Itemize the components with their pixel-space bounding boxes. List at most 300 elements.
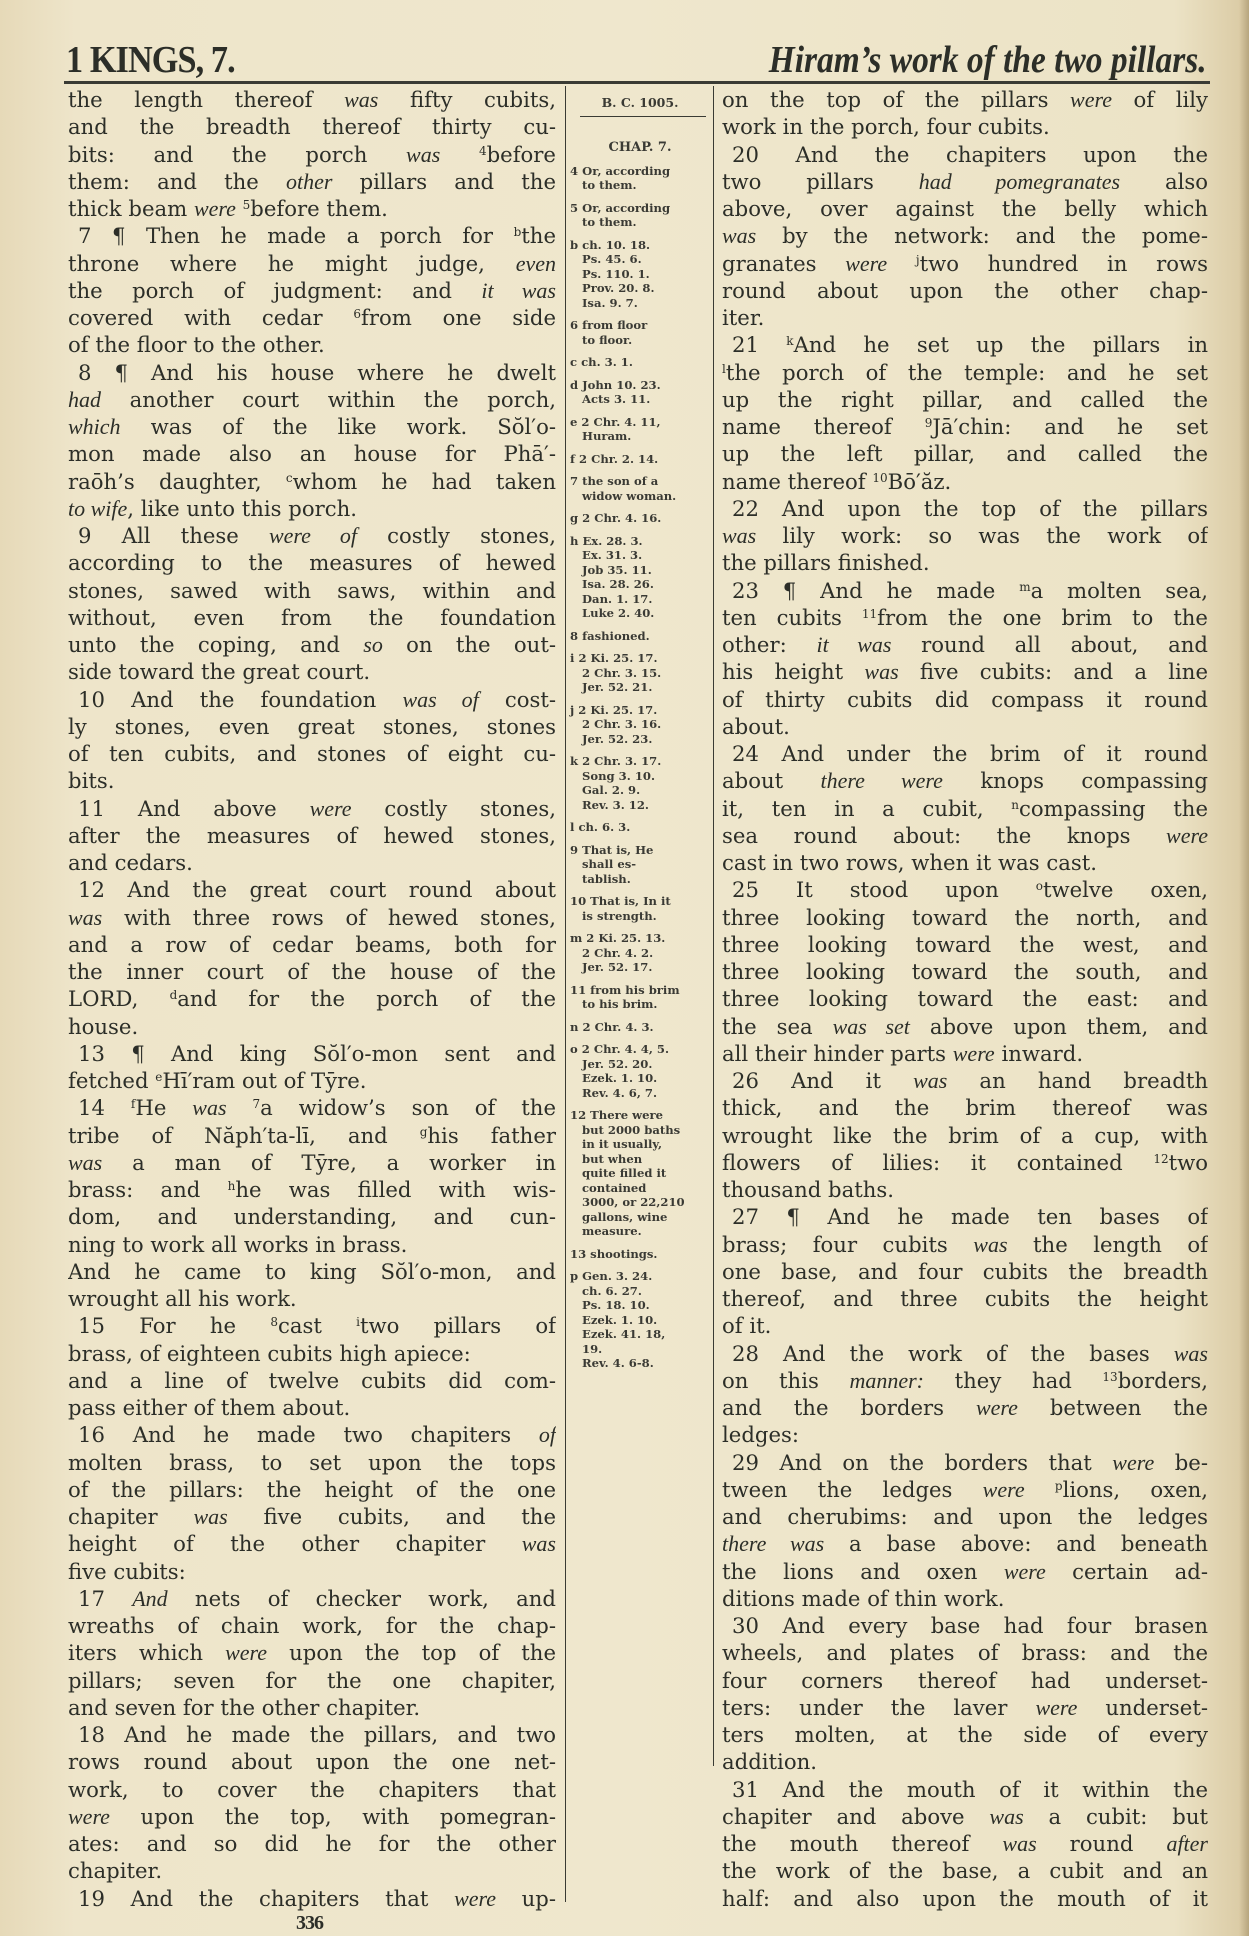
- margin-note-line: Jer. 52. 21.: [582, 680, 653, 694]
- italic-supplied-word: was: [68, 904, 103, 930]
- margin-note-line: Ezek. 41. 18,: [582, 1327, 666, 1341]
- text-line: his height was five cubits: and a line: [722, 659, 1208, 685]
- margin-note-line: Jer. 52. 23.: [582, 731, 653, 746]
- italic-supplied-word: there were: [820, 768, 943, 794]
- text-line: rows round about upon the one net-: [68, 1749, 556, 1775]
- margin-note-line: 19.: [582, 1341, 603, 1356]
- margin-note-line: Rev. 4. 6, 7.: [582, 1085, 658, 1100]
- italic-supplied-word: were: [193, 196, 236, 221]
- text-line: it, ten in a cubit, $^n$compassing the: [722, 795, 1208, 821]
- text-line: was with three rows of hewed stones,: [68, 904, 556, 930]
- margin-note: [570, 415, 710, 444]
- text-line: round about upon the other chap-: [722, 277, 1208, 303]
- text-line: about there were knops compassing: [722, 768, 1208, 794]
- text-line: was a man of Tȳre, a worker in: [68, 1149, 556, 1175]
- margin-note-line: 2 Chr. 4. 2.: [582, 945, 654, 960]
- text-line: iters which were upon the top of the: [68, 1640, 556, 1666]
- reference-marker: p: [1054, 1478, 1063, 1493]
- text-line: 11 And above were costly stones,: [78, 795, 556, 821]
- margin-note-line: Rev. 4. 6-8.: [582, 1356, 654, 1370]
- margin-note-line: in it usually,: [582, 1137, 663, 1151]
- italic-supplied-word: were: [1003, 1558, 1046, 1584]
- margin-note-line: but 2000 baths: [582, 1122, 681, 1137]
- margin-note-line: 9 That is, He: [570, 842, 654, 857]
- text-line: dom, and understanding, and cun-: [68, 1204, 556, 1230]
- column-divider-left: [565, 86, 566, 1902]
- margin-note-line: Ps. 18. 10.: [582, 1298, 650, 1312]
- margin-note-line: d John 10. 23.: [570, 377, 661, 392]
- text-line: LORD, $^d$and for the porch of the: [68, 986, 556, 1012]
- text-line: other: it was round all about, and: [722, 632, 1208, 657]
- margin-note: [570, 931, 710, 975]
- margin-note-line: 12 There were: [570, 1108, 663, 1122]
- reference-marker: o: [1035, 879, 1043, 894]
- italic-supplied-word: to wife: [68, 495, 128, 521]
- text-line: had another court within the porch,: [68, 386, 556, 412]
- italic-supplied-word: was: [973, 1231, 1008, 1257]
- italic-supplied-word: was: [1002, 1831, 1037, 1856]
- text-line: molten brass, to set upon the tops: [68, 1449, 556, 1475]
- text-line: the pillars finished.: [722, 550, 930, 576]
- reference-marker: 10: [872, 470, 888, 485]
- margin-note-line: 13 shootings.: [570, 1246, 658, 1261]
- text-line: house.: [68, 1013, 139, 1039]
- margin-note-line: 2 Chr. 3. 16.: [582, 717, 662, 731]
- text-line: name thereof $^{10}$Bō′ăz.: [722, 468, 952, 494]
- margin-note: [570, 703, 710, 747]
- text-line: the inner court of the house of the: [68, 959, 556, 984]
- text-line: the porch of judgment: and it was: [68, 277, 556, 303]
- italic-supplied-word: were: [982, 1476, 1025, 1502]
- text-line: wheels, and plates of brass: and the: [722, 1640, 1208, 1666]
- margin-note-line: gallons, wine: [582, 1209, 668, 1224]
- margin-note-line: c ch. 3. 1.: [570, 355, 633, 369]
- text-line: the mouth thereof was round after: [722, 1831, 1208, 1856]
- margin-note-line: 2 Chr. 3. 15.: [582, 665, 662, 680]
- italic-supplied-word: was: [864, 659, 899, 685]
- margin-note-line: Ex. 31. 3.: [582, 548, 643, 562]
- text-line: 13 ¶ And king Sŏl′o-mon sent and: [78, 1040, 556, 1066]
- text-line: bits.: [68, 768, 115, 794]
- text-line: 15 For he $^8$cast $^i$two pillars of: [78, 1313, 556, 1339]
- reference-marker: l: [722, 361, 726, 376]
- text-line: addition.: [722, 1749, 817, 1775]
- reference-marker: 12: [1153, 1151, 1169, 1166]
- italic-supplied-word: was: [722, 523, 757, 548]
- text-line: on the top of the pillars were of lily: [722, 87, 1208, 112]
- text-line: chapiter and above was a cubit: but: [722, 1803, 1208, 1829]
- text-line: 18 And he made the pillars, and two: [78, 1722, 556, 1747]
- margin-note-line: Acts 3. 11.: [582, 392, 651, 406]
- italic-supplied-word: were: [1166, 822, 1208, 848]
- text-line: work, to cover the chapiters that: [68, 1776, 556, 1802]
- italic-supplied-word: were: [952, 1040, 995, 1066]
- text-line: bits: and the porch was $^4$before: [68, 141, 556, 167]
- margin-note-line: e 2 Chr. 4. 11,: [570, 414, 661, 429]
- text-line: was lily work: so was the work of: [722, 523, 1208, 548]
- italic-supplied-word: had: [68, 386, 101, 412]
- margin-note: [570, 894, 710, 923]
- margin-note: [570, 1020, 710, 1035]
- margin-note-line: Job 35. 11.: [582, 562, 652, 577]
- text-line: 14 $^f$He was $^7$a widow’s son of the: [78, 1095, 556, 1121]
- text-line: of it.: [722, 1313, 772, 1339]
- italic-supplied-word: were: [68, 1803, 110, 1829]
- text-line: tribe of Năph′ta-lī, and $^g$his father: [68, 1122, 556, 1148]
- italic-supplied-word: had pomegranates: [918, 168, 1121, 194]
- text-line: and the borders were between the: [722, 1395, 1208, 1420]
- text-line: wrought like the brim of a cup, with: [722, 1122, 1208, 1148]
- italic-supplied-word: was: [722, 223, 757, 249]
- reference-marker: 8: [270, 1315, 278, 1330]
- margin-note-line: tablish.: [582, 871, 631, 886]
- italic-supplied-word: was of: [402, 686, 479, 712]
- running-head-title: Hiram’s work of the two pillars.: [769, 39, 1207, 81]
- text-line: iter.: [722, 305, 765, 330]
- text-line: and cherubims: and upon the ledges: [722, 1504, 1208, 1529]
- text-line: ters molten, at the side of every: [722, 1722, 1208, 1747]
- margin-note-line: to them.: [582, 215, 637, 229]
- text-line: thousand baths.: [722, 1177, 894, 1202]
- text-line: three looking toward the west, and: [722, 931, 1208, 957]
- text-line: $^l$the porch of the temple: and he set: [722, 359, 1208, 385]
- margin-note-line: 8 fashioned.: [570, 628, 650, 643]
- margin-note-line: b ch. 10. 18.: [570, 237, 651, 252]
- text-line: cast in two rows, when it was cast.: [722, 850, 1098, 875]
- text-line: of thirty cubits did compass it round: [722, 686, 1208, 712]
- text-line: tween the ledges were $^p$lions, oxen,: [722, 1476, 1208, 1502]
- text-line: ditions made of thin work.: [722, 1585, 1005, 1611]
- text-line: 19 And the chapiters that were up-: [78, 1885, 556, 1911]
- text-line: 24 And under the brim of it round: [732, 741, 1208, 766]
- margin-note-line: Gal. 2. 9.: [582, 783, 641, 797]
- reference-marker: 11: [861, 606, 878, 621]
- italic-supplied-word: was: [193, 1504, 228, 1529]
- margin-note-line: but when: [582, 1151, 643, 1166]
- italic-supplied-word: which: [68, 414, 121, 439]
- text-line: 23 ¶ And he made $^m$a molten sea,: [732, 577, 1208, 603]
- margin-note-line: p Gen. 3. 24.: [570, 1269, 653, 1283]
- reference-marker: d: [169, 988, 178, 1003]
- text-line: chapiter was five cubits, and the: [68, 1504, 556, 1529]
- italic-supplied-word: other: [285, 168, 333, 194]
- text-line: and a line of twelve cubits did com-: [68, 1367, 556, 1393]
- margin-note-line: h Ex. 28. 3.: [570, 533, 643, 548]
- text-line: brass: and $^h$he was filled with wis-: [68, 1177, 556, 1202]
- margin-note: [570, 238, 710, 311]
- margin-note: [570, 164, 710, 193]
- text-line: 7 ¶ Then he made a porch for $^b$the: [78, 223, 556, 249]
- margin-note-line: Rev. 3. 12.: [582, 797, 649, 812]
- italic-supplied-word: were: [1112, 1449, 1155, 1475]
- column-divider-right: [713, 86, 714, 1766]
- text-line: 28 And the work of the bases was: [732, 1340, 1208, 1366]
- italic-supplied-word: were: [225, 1640, 268, 1666]
- text-line: 29 And on the borders that were be-: [732, 1449, 1208, 1475]
- margin-note-line: is strength.: [582, 908, 657, 923]
- text-line: height of the other chapiter was: [68, 1531, 556, 1557]
- margin-note-line: f 2 Chr. 2. 14.: [570, 451, 659, 466]
- reference-marker: 4: [478, 143, 487, 158]
- italic-supplied-word: were: [845, 250, 888, 276]
- margin-note-line: o 2 Chr. 4. 4, 5.: [570, 1042, 670, 1056]
- date-note: B. C. 1005.: [601, 95, 679, 110]
- text-line: and cedars.: [68, 850, 193, 875]
- italic-supplied-word: of: [538, 1422, 556, 1448]
- margin-note-line: 5 Or, according: [570, 200, 671, 215]
- italic-supplied-word: even: [515, 250, 556, 276]
- italic-supplied-word: after: [1166, 1831, 1208, 1856]
- text-line: flowers of lilies: it contained $^{12}$two: [722, 1149, 1208, 1175]
- text-line: of the pillars: the height of the one: [68, 1476, 556, 1502]
- text-line: unto the coping, and so on the out-: [68, 632, 556, 657]
- italic-supplied-word: manner:: [849, 1367, 925, 1393]
- text-line: wrought all his work.: [68, 1286, 297, 1311]
- text-line: up the left pillar, and called the: [722, 441, 1208, 467]
- margin-note-line: Dan. 1. 17.: [582, 591, 653, 606]
- reference-notes: [570, 164, 710, 1371]
- text-line: was by the network: and the pome-: [722, 223, 1208, 249]
- reference-marker: 6: [353, 307, 362, 321]
- text-line: thick, and the brim thereof was: [722, 1095, 1208, 1121]
- text-line: 9 All these were of costly stones,: [78, 523, 556, 548]
- text-line: thick beam were $^5$before them.: [68, 196, 388, 221]
- text-line: four corners thereof had underset-: [722, 1667, 1208, 1693]
- margin-note-line: Luke 2. 40.: [582, 606, 655, 620]
- text-line: ly stones, even great stones, stones: [68, 713, 556, 739]
- italic-supplied-word: were of: [268, 523, 357, 548]
- text-line: of ten cubits, and stones of eight cu-: [68, 741, 556, 766]
- text-line: thereof, and three cubits the height: [722, 1286, 1208, 1311]
- italic-supplied-word: were: [454, 1885, 497, 1911]
- margin-note: [570, 651, 710, 695]
- text-line: name thereof $^9$Jā′chin: and he set: [722, 414, 1208, 439]
- running-head-book-chapter: 1 KINGS, 7.: [66, 39, 235, 81]
- text-line: stones, sawed with saws, within and: [68, 577, 556, 603]
- text-line: 31 And the mouth of it within the: [732, 1776, 1208, 1802]
- text-line: ledges:: [722, 1422, 799, 1448]
- text-line: 8 ¶ And his house where he dwelt: [78, 359, 556, 385]
- text-line: 10 And the foundation was of cost-: [78, 686, 556, 712]
- text-line: raōh’s daughter, $^c$whom he had taken: [68, 468, 556, 494]
- italic-supplied-word: was: [521, 1531, 556, 1557]
- italic-supplied-word: there was: [722, 1531, 825, 1557]
- text-line: five cubits:: [68, 1558, 186, 1584]
- margin-note: [570, 355, 710, 370]
- margin-note: [570, 474, 710, 503]
- header-rule: [64, 81, 1210, 84]
- text-line: three looking toward the east: and: [722, 986, 1208, 1012]
- text-line: 21 $^k$And he set up the pillars in: [732, 332, 1208, 358]
- margin-note: [570, 1042, 710, 1100]
- margin-note-line: Ezek. 1. 10.: [582, 1071, 658, 1085]
- margin-note: [570, 378, 710, 407]
- left-text-column: [68, 86, 556, 1912]
- italic-supplied-word: was: [1173, 1340, 1208, 1366]
- page-number: 336: [296, 1912, 323, 1934]
- italic-supplied-word: was: [406, 141, 441, 167]
- italic-supplied-word: it was: [481, 277, 556, 303]
- margin-note-line: contained: [582, 1180, 647, 1195]
- text-line: without, even from the foundation: [68, 604, 556, 630]
- reference-marker: b: [513, 225, 522, 240]
- margin-note-line: to them.: [582, 178, 637, 192]
- reference-marker: 9: [924, 416, 933, 430]
- margin-note: [570, 1269, 710, 1371]
- margin-note: [570, 629, 710, 644]
- text-line: ten cubits $^{11}$from the one brim to the: [722, 604, 1208, 630]
- text-line: three looking toward the south, and: [722, 959, 1208, 984]
- italic-supplied-word: was set: [832, 1013, 910, 1039]
- reference-marker: 13: [1102, 1369, 1118, 1384]
- text-line: above, over against the belly which: [722, 196, 1208, 221]
- text-line: 26 And it was an hand breadth: [732, 1068, 1208, 1093]
- margin-note-line: to floor.: [582, 332, 633, 347]
- margin-note-line: Ps. 110. 1.: [582, 266, 650, 281]
- text-line: pass either of them about.: [68, 1395, 351, 1420]
- margin-note-line: n 2 Chr. 4. 3.: [570, 1019, 654, 1034]
- text-line: which was of the like work. Sŏl′o-: [68, 414, 556, 439]
- reference-marker: i: [356, 1315, 360, 1330]
- text-line: the work of the base, a cubit and an: [722, 1858, 1208, 1884]
- text-line: 12 And the great court round about: [78, 877, 556, 903]
- text-line: chapiter.: [68, 1858, 163, 1884]
- italic-supplied-word: were: [975, 1395, 1018, 1420]
- margin-note-line: measure.: [582, 1224, 642, 1238]
- text-line: the lions and oxen were certain ad-: [722, 1558, 1208, 1584]
- margin-note-line: shall es-: [582, 857, 637, 871]
- text-line: side toward the great court.: [68, 659, 371, 685]
- margin-note-line: j 2 Ki. 25. 17.: [570, 702, 658, 717]
- margin-note-line: Jer. 52. 17.: [582, 960, 653, 974]
- margin-note-line: to his brim.: [582, 997, 658, 1011]
- reference-marker: m: [1019, 579, 1031, 594]
- text-line: covered with cedar $^6$from one side: [68, 305, 556, 330]
- text-line: ates: and so did he for the other: [68, 1831, 556, 1856]
- margin-note-line: 7 the son of a: [570, 474, 659, 488]
- text-line: And he came to king Sŏl′o-mon, and: [68, 1258, 556, 1284]
- italic-supplied-word: was: [989, 1803, 1024, 1829]
- text-line: and seven for the other chapiter.: [68, 1694, 421, 1720]
- text-line: 27 ¶ And he made ten bases of: [732, 1204, 1208, 1230]
- margin-note-line: Jer. 52. 20.: [582, 1056, 653, 1071]
- margin-note-line: i 2 Ki. 25. 17.: [570, 651, 658, 665]
- margin-note-line: Song 3. 10.: [582, 768, 655, 783]
- reference-marker: k: [786, 334, 794, 349]
- margin-note: [570, 511, 710, 526]
- text-line: 30 And every base had four brasen: [732, 1613, 1208, 1638]
- text-line: on this manner: they had $^{13}$borders,: [722, 1367, 1208, 1393]
- text-line: 16 And he made two chapiters of: [78, 1422, 556, 1448]
- margin-note-line: quite filled it: [582, 1166, 667, 1180]
- margin-note-line: Ezek. 1. 10.: [582, 1312, 658, 1327]
- text-line: to wife, like unto this porch.: [68, 495, 357, 521]
- text-line: brass; four cubits was the length of: [722, 1231, 1208, 1257]
- margin-note-line: Isa. 9. 7.: [582, 295, 638, 310]
- text-line: granates were $^j$two hundred in rows: [722, 250, 1208, 276]
- margin-note: [570, 1108, 710, 1239]
- margin-note: [570, 1247, 710, 1262]
- text-line: the sea was set above upon them, and: [722, 1013, 1208, 1039]
- text-line: 22 And upon the top of the pillars: [732, 495, 1208, 521]
- page-edge-shadow: [1239, 0, 1249, 1936]
- text-line: two pillars had pomegranates also: [722, 168, 1208, 194]
- text-line: and a row of cedar beams, both for: [68, 931, 556, 957]
- italic-supplied-word: so: [363, 632, 383, 657]
- text-line: them: and the other pillars and the: [68, 168, 556, 194]
- text-line: wreaths of chain work, for the chap-: [68, 1613, 556, 1638]
- text-line: 17 And nets of checker work, and: [78, 1585, 556, 1611]
- text-line: according to the measures of hewed: [68, 550, 556, 576]
- margin-note-line: Isa. 28. 26.: [582, 577, 654, 591]
- reference-marker: c: [285, 470, 293, 485]
- margin-note-line: Prov. 20. 8.: [582, 281, 655, 295]
- italic-supplied-word: And: [132, 1585, 168, 1611]
- reference-marker: 7: [252, 1097, 261, 1112]
- margin-note: [570, 754, 710, 812]
- text-line: throne where he might judge, even: [68, 250, 556, 276]
- reference-marker: n: [1011, 797, 1019, 812]
- italic-supplied-word: it was: [816, 632, 892, 657]
- text-line: ning to work all works in brass.: [68, 1231, 408, 1257]
- text-line: the length thereof was fifty cubits,: [68, 87, 556, 112]
- reference-marker: h: [227, 1179, 236, 1193]
- text-line: 20 And the chapiters upon the: [732, 141, 1208, 167]
- text-line: one base, and four cubits the breadth: [722, 1258, 1208, 1284]
- margin-note-line: 11 from his brim: [570, 982, 680, 997]
- margin-note-line: 6 from floor: [570, 318, 648, 332]
- reference-marker: f: [130, 1097, 136, 1112]
- margin-note-line: m 2 Ki. 25. 13.: [570, 931, 666, 945]
- italic-supplied-word: were: [1035, 1694, 1078, 1720]
- italic-supplied-word: was: [192, 1095, 227, 1121]
- margin-note: [570, 452, 710, 467]
- text-line: up the right pillar, and called the: [722, 386, 1208, 412]
- text-line: 25 It stood upon $^o$twelve oxen,: [732, 877, 1208, 903]
- text-line: of the floor to the other.: [68, 332, 325, 358]
- margin-note-line: ch. 6. 27.: [582, 1283, 642, 1298]
- margin-note: [570, 318, 710, 347]
- margin-note-line: Huram.: [582, 429, 632, 443]
- text-line: sea round about: the knops were: [722, 822, 1208, 848]
- margin-note-line: 3000, or 22,210: [582, 1195, 685, 1209]
- text-line: ters: under the laver were underset-: [722, 1694, 1208, 1720]
- text-line: and the breadth thereof thirty cu-: [68, 114, 556, 140]
- margin-note-line: widow woman.: [582, 488, 677, 503]
- text-line: about.: [722, 713, 790, 739]
- text-line: mon made also an house for Phā′-: [68, 441, 556, 467]
- center-reference-column: [570, 90, 710, 1379]
- margin-note: [570, 201, 710, 230]
- margin-note-line: 10 That is, In it: [570, 894, 671, 908]
- text-line: all their hinder parts were inward.: [722, 1040, 1084, 1066]
- margin-note: [570, 820, 710, 835]
- text-line: brass, of eighteen cubits high apiece:: [68, 1340, 471, 1366]
- text-line: after the measures of hewed stones,: [68, 822, 556, 848]
- text-line: three looking toward the north, and: [722, 904, 1208, 930]
- italic-supplied-word: was: [913, 1068, 948, 1093]
- margin-note-line: Ps. 45. 6.: [582, 252, 642, 266]
- reference-marker: 5: [242, 198, 251, 212]
- italic-supplied-word: was: [68, 1149, 103, 1175]
- margin-note-line: 4 Or, according: [570, 163, 671, 178]
- text-line: were upon the top, with pomegran-: [68, 1803, 556, 1829]
- text-line: half: and also upon the mouth of it: [722, 1885, 1208, 1911]
- italic-supplied-word: were: [309, 795, 352, 821]
- reference-marker: e: [155, 1070, 163, 1084]
- margin-note: [570, 534, 710, 621]
- text-line: fetched $^e$Hī′ram out of Tȳre.: [68, 1068, 367, 1093]
